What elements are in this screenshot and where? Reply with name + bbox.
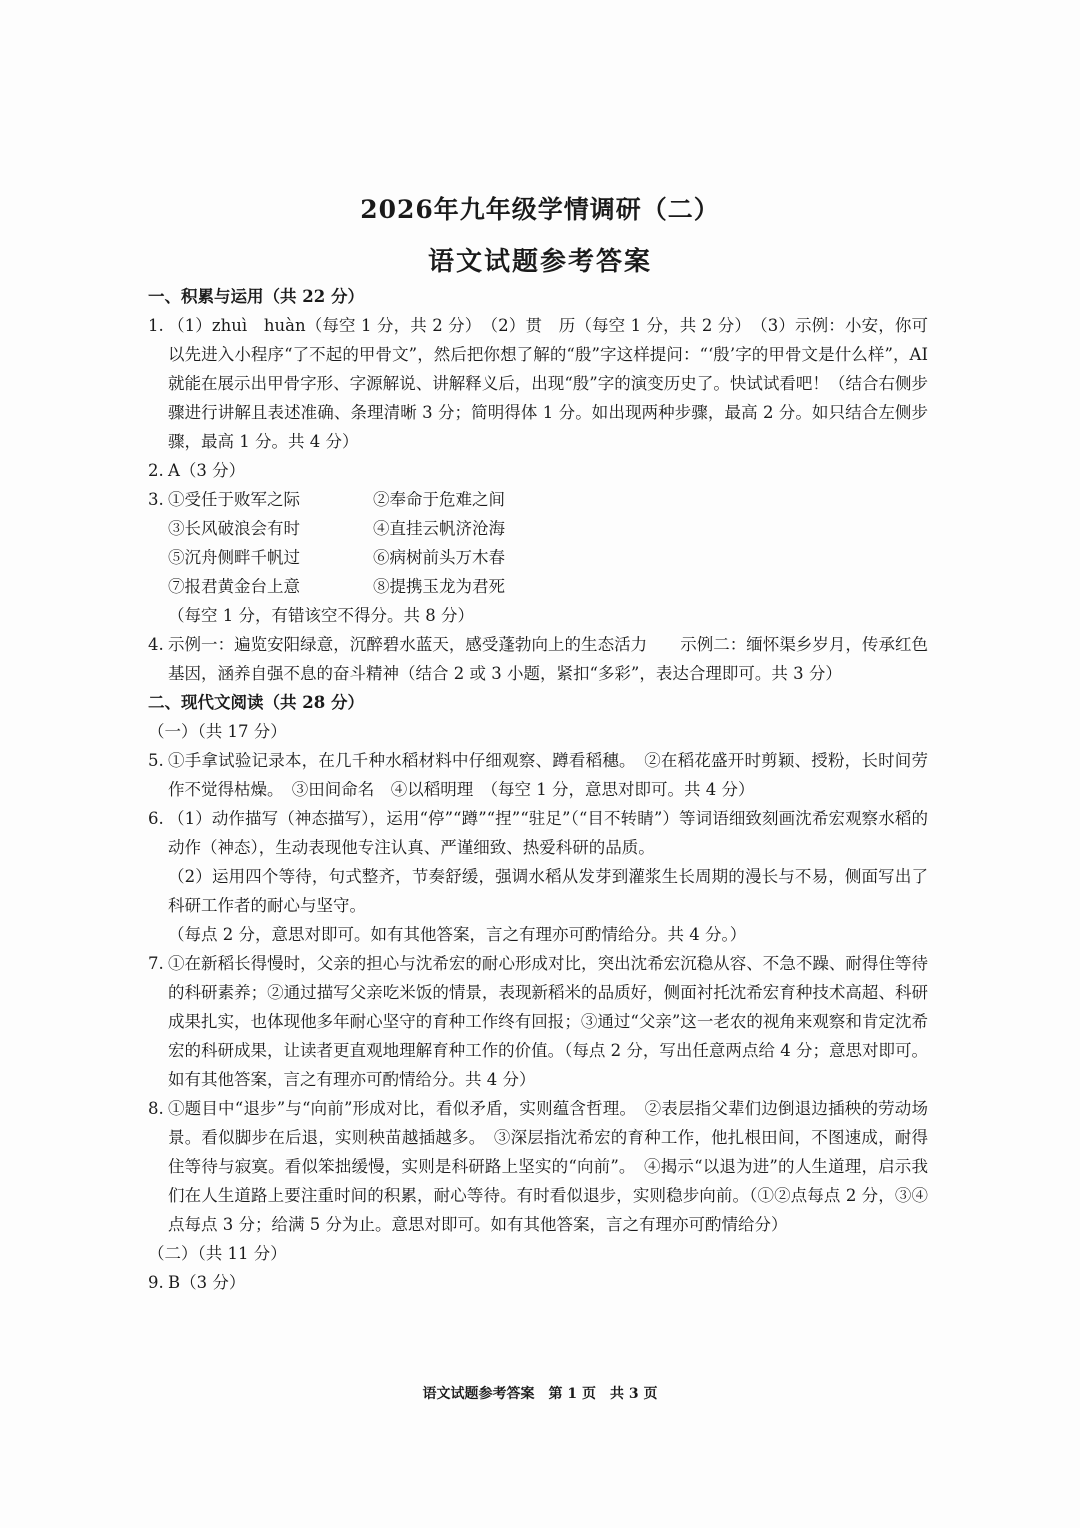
poem-line: ①受任于败军之际 <box>168 490 300 509</box>
item-text: ①在新稻长得慢时，父亲的担心与沈希宏的耐心形成对比，突出沈希宏沉稳从容、不急不躁、耐得住等待的科研素养；②通过描写父亲吃米饭的情景，表现新稻米的品质好，侧面衬托沈希宏育种技术高超、科研成果扎实，也体现他多年耐心坚守的育种工作终有回报；③通过“父亲”这一老农的视角来观察和肯定沈希宏的科研成果，让读者更直观地理解育种工作的价值。（每点 2 分，写出任意两点给 4 分；意思对即可。如有其他答案，言之有理亦可酌情给分。共 4 分） <box>168 954 928 1089</box>
poem-line: ⑦报君黄金台上意 <box>168 577 300 596</box>
item-text: B（3 分） <box>168 1273 246 1292</box>
item-number: 3. <box>148 490 164 509</box>
item-number: 8. <box>148 1099 164 1118</box>
subsection-heading-1: （一）（共 17 分） <box>148 722 287 741</box>
poem-line: ④直挂云帆济沧海 <box>373 519 505 538</box>
answer-item-6 <box>148 804 928 949</box>
answer-item-9 <box>148 1268 928 1297</box>
poem-lines-grid <box>168 485 928 601</box>
scoring-note: （每空 1 分，有错该空不得分。共 8 分） <box>168 606 474 625</box>
answer-content <box>148 282 928 1297</box>
poem-line: ⑧提携玉龙为君死 <box>373 577 505 596</box>
poem-line: ②奉命于危难之间 <box>373 490 505 509</box>
answer-item-4 <box>148 630 928 688</box>
answer-item-5 <box>148 746 928 804</box>
item-body <box>168 485 928 630</box>
page-footer: 语文试题参考答案 第 1 页 共 3 页 <box>422 1386 658 1402</box>
item-body <box>168 804 928 949</box>
answer-item-7 <box>148 949 928 1094</box>
item-number: 9. <box>148 1273 164 1292</box>
item-paragraph: （1）动作描写（神态描写），运用“停”“蹲”“捏”“驻足”（“目不转睛”）等词语细致刻画沈希宏观察水稻的动作（神态），生动表现他专注认真、严谨细致、热爱科研的品质。 <box>168 809 928 857</box>
item-number: 2. <box>148 461 164 480</box>
poem-line: ⑤沉舟侧畔千帆过 <box>168 548 300 567</box>
page-title: 2026年九年级学情调研（二） <box>360 195 720 224</box>
section-heading-1: 一、积累与运用（共 22 分） <box>148 287 364 306</box>
section-heading-2: 二、现代文阅读（共 28 分） <box>148 693 364 712</box>
poem-line: ⑥病树前头万木春 <box>373 548 505 567</box>
scoring-note: （每点 2 分，意思对即可。如有其他答案，言之有理亦可酌情给分。共 4 分。） <box>168 925 747 944</box>
subsection-heading-2: （二）（共 11 分） <box>148 1244 287 1263</box>
item-text: A（3 分） <box>168 461 246 480</box>
item-text: ①手拿试验记录本，在几千种水稻材料中仔细观察、蹲看稻穗。 ②在稻花盛开时剪颖、授粉，长时间劳作不觉得枯燥。 ③田间命名 ④以稻明理 （每空 1 分，意思对即可。共 4 分） <box>168 751 928 799</box>
answer-item-2 <box>148 456 928 485</box>
item-number: 6. <box>148 809 164 828</box>
item-text: ①题目中“退步”与“向前”形成对比，看似矛盾，实则蕴含哲理。 ②表层指父辈们边倒退边插秧的劳动场景。看似脚步在后退，实则秧苗越插越多。 ③深层指沈希宏的育种工作，他扎根田间，不图速成，耐得住等待与寂寞。看似笨拙缓慢，实则是科研路上坚实的“向前”。 ④揭示“以退为进”的人生道理，启示我们在人生道路上要注重时间的积累，耐心等待。有时看似退步，实则稳步向前。（①②点每点 2 分，③④点每点 3 分；给满 5 分为止。意思对即可。如有其他答案，言之有理亦可酌情给分） <box>168 1099 928 1234</box>
item-number: 5. <box>148 751 164 770</box>
item-text: （1）zhuì huàn（每空 1 分，共 2 分） （2）贯 历（每空 1 分，共 2 分） （3）示例：小安，你可以先进入小程序“了不起的甲骨文”，然后把你想了解的“殷”字这样提问：“‘殷’字的甲骨文是什么样”，AI 就能在展示出甲骨字形、字源解说、讲解释义后，出现“殷”字的演变历史了。快试试看吧！（结合右侧步骤进行讲解且表述准确、条理清晰 3 分；简明得体 1 分。如出现两种步骤，最高 2 分。如只结合左侧步骤，最高 1 分。共 4 分） <box>168 316 928 451</box>
answer-item-8 <box>148 1094 928 1239</box>
item-paragraph: （2）运用四个等待，句式整齐，节奏舒缓，强调水稻从发芽到灌浆生长周期的漫长与不易，侧面写出了科研工作者的耐心与坚守。 <box>168 867 928 915</box>
item-number: 7. <box>148 954 164 973</box>
item-number: 4. <box>148 635 164 654</box>
poem-line: ③长风破浪会有时 <box>168 519 300 538</box>
item-text: 示例一：遍览安阳绿意，沉醉碧水蓝天，感受蓬勃向上的生态活力 示例二：缅怀渠乡岁月，传承红色基因，涵养自强不息的奋斗精神（结合 2 或 3 小题，紧扣“多彩”，表达合理即可。共 3 分） <box>168 635 928 683</box>
answer-item-3 <box>148 485 928 630</box>
answer-item-1 <box>148 311 928 456</box>
page-subtitle: 语文试题参考答案 <box>427 247 652 277</box>
item-number: 1. <box>148 316 164 335</box>
